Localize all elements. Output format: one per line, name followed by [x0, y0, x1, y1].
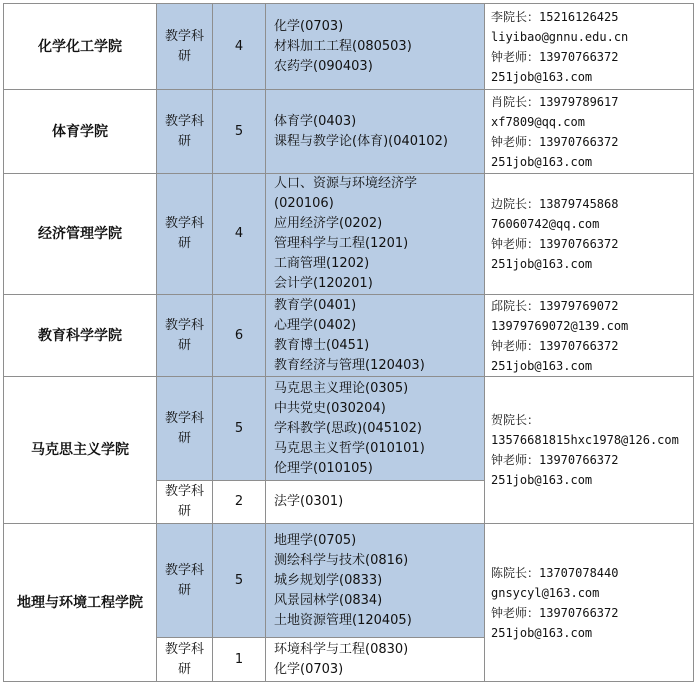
college-name: 马克思主义学院	[4, 377, 157, 524]
college-name: 地理与环境工程学院	[4, 524, 157, 682]
position-count: 4	[213, 4, 266, 90]
position-type: 教学科研	[157, 174, 213, 295]
major-item: 农药学(090403)	[274, 58, 373, 74]
contact-info	[485, 90, 694, 174]
major-item: 城乡规划学(0833)	[274, 572, 383, 588]
contact-line: 钟老师：13970766372	[491, 605, 619, 620]
contact-line: 肖院长：13979789617	[491, 94, 619, 109]
position-type: 教学科研	[157, 377, 213, 481]
position-count: 1	[213, 638, 266, 682]
contact-line: 邱院长：13979769072	[491, 298, 619, 313]
major-item: (020106)	[274, 196, 334, 211]
contact-line: 钟老师：13970766372	[491, 453, 619, 467]
major-item: 马克思主义理论(0305)	[274, 380, 409, 396]
contact-line: 钟老师：13970766372	[491, 237, 619, 251]
position-type: 教学科研	[157, 481, 213, 524]
major-list	[266, 295, 485, 377]
position-count: 5	[213, 524, 266, 638]
major-list	[266, 4, 485, 90]
position-type: 教学科研	[157, 90, 213, 174]
position-count: 2	[213, 481, 266, 524]
major-item: 应用经济学(0202)	[274, 216, 383, 231]
major-item: 伦理学(010105)	[274, 460, 373, 476]
major-list	[266, 90, 485, 174]
major-list	[266, 174, 485, 295]
major-item: 法学(0301)	[274, 494, 344, 509]
contact-email[interactable]: 251job@163.com	[491, 154, 593, 169]
major-item: 教育博士(0451)	[274, 337, 370, 353]
table-row	[4, 295, 694, 377]
contact-info	[485, 524, 694, 682]
contact-email[interactable]: 251job@163.com	[491, 69, 593, 84]
major-item: 学科教学(思政)(045102)	[274, 420, 422, 436]
table-row	[4, 90, 694, 174]
position-count: 4	[213, 174, 266, 295]
college-name: 经济管理学院	[4, 174, 157, 295]
contact-email[interactable]: 13979769072@139.com	[491, 318, 629, 333]
major-item: 风景园林学(0834)	[274, 592, 383, 608]
contact-email[interactable]: 251job@163.com	[491, 358, 593, 373]
contact-line: 边院长：13879745868	[491, 197, 619, 211]
major-item: 教育经济与管理(120403)	[274, 357, 425, 373]
major-item: 人口、资源与环境经济学	[274, 176, 418, 191]
contact-email[interactable]: 251job@163.com	[491, 473, 593, 487]
major-item: 马克思主义哲学(010101)	[274, 440, 425, 456]
position-type: 教学科研	[157, 524, 213, 638]
major-item: 工商管理(1202)	[274, 256, 370, 271]
contact-info	[485, 4, 694, 90]
contact-line: 钟老师：13970766372	[491, 338, 619, 353]
contact-line: 贺院长：	[491, 413, 540, 427]
college-name: 教育科学学院	[4, 295, 157, 377]
table-row	[4, 377, 694, 481]
table-row	[4, 174, 694, 295]
major-item: 土地资源管理(120405)	[274, 612, 412, 628]
contact-line: 钟老师：13970766372	[491, 134, 619, 149]
contact-email[interactable]: xf7809@qq.com	[491, 114, 585, 129]
major-item: 环境科学与工程(0830)	[274, 641, 409, 657]
contact-info	[485, 295, 694, 377]
major-item: 地理学(0705)	[274, 532, 357, 548]
major-item: 心理学(0402)	[274, 317, 357, 333]
contact-line: 李院长：15216126425	[491, 9, 619, 24]
major-list	[266, 638, 485, 682]
major-item: 教育学(0401)	[274, 297, 357, 313]
contact-email[interactable]: 76060742@qq.com	[491, 217, 600, 231]
contact-email[interactable]: 251job@163.com	[491, 257, 593, 271]
major-item: 化学(0703)	[274, 661, 344, 677]
recruitment-table	[3, 3, 694, 682]
contact-info	[485, 174, 694, 295]
major-list	[266, 377, 485, 481]
position-type: 教学科研	[157, 295, 213, 377]
college-name: 体育学院	[4, 90, 157, 174]
contact-line: 钟老师：13970766372	[491, 49, 619, 64]
major-item: 体育学(0403)	[274, 113, 357, 129]
major-item: 会计学(120201)	[274, 276, 373, 291]
table-row	[4, 524, 694, 638]
position-type: 教学科研	[157, 638, 213, 682]
major-list	[266, 481, 485, 524]
position-count: 5	[213, 377, 266, 481]
major-item: 测绘科学与技术(0816)	[274, 552, 409, 568]
major-item: 材料加工工程(080503)	[274, 38, 412, 54]
position-type: 教学科研	[157, 4, 213, 90]
contact-email[interactable]: liyibao@gnnu.edu.cn	[491, 29, 629, 44]
table-row	[4, 4, 694, 90]
contact-line: 陈院长：13707078440	[491, 565, 619, 580]
major-item: 管理科学与工程(1201)	[274, 236, 409, 251]
major-list	[266, 524, 485, 638]
contact-email[interactable]: gnsycyl@163.com	[491, 585, 600, 600]
position-count: 5	[213, 90, 266, 174]
major-item: 课程与教学论(体育)(040102)	[274, 133, 448, 149]
contact-info	[485, 377, 694, 524]
contact-email[interactable]: 13576681815hxc1978@126.com	[491, 433, 679, 447]
major-item: 中共党史(030204)	[274, 400, 386, 416]
major-item: 化学(0703)	[274, 18, 344, 34]
college-name: 化学化工学院	[4, 4, 157, 90]
contact-email[interactable]: 251job@163.com	[491, 625, 593, 640]
position-count: 6	[213, 295, 266, 377]
